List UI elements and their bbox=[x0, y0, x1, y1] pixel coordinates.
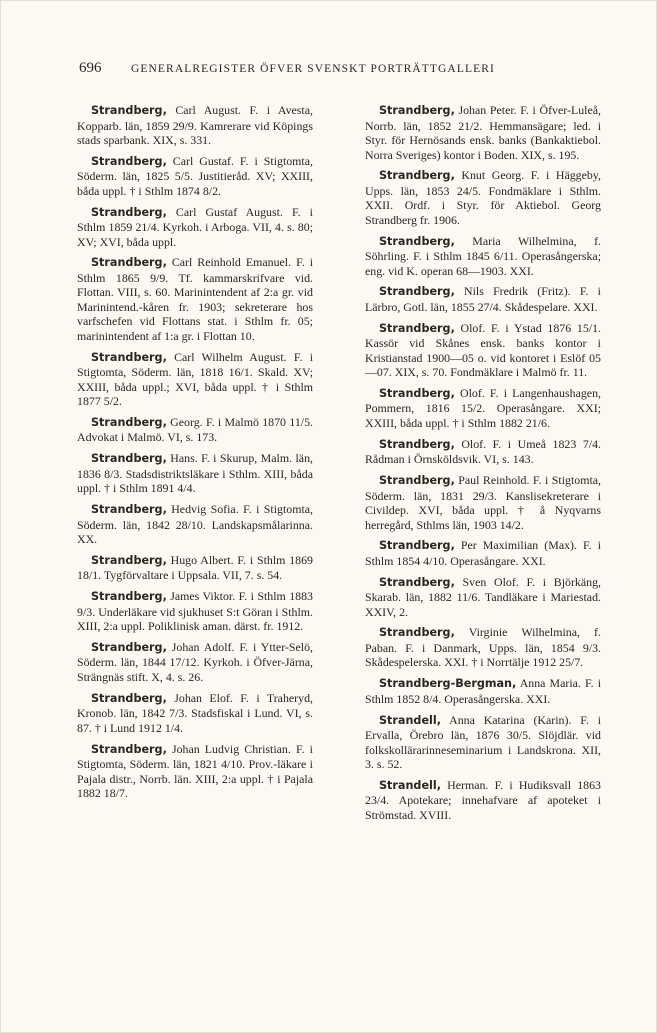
entry-text: Nils Fredrik (Fritz). F. i Lärbro, Gotl. län, 1855 27/4. Skådespelare. XXI. bbox=[365, 284, 601, 314]
register-entry bbox=[77, 553, 313, 583]
register-entry bbox=[365, 284, 601, 314]
entry-name: Strandberg, bbox=[379, 575, 455, 589]
entry-name: Strandberg, bbox=[91, 503, 167, 517]
register-entry bbox=[365, 778, 601, 823]
entry-text: James Viktor. F. i Sthlm 1883 9/3. Underläkare vid sjukhuset S:t Göran i Sthlm. XIII, 2:a uppl. Poliklinisk aman. därst. fr. 1912. bbox=[77, 589, 313, 634]
entry-name: Strandberg, bbox=[379, 626, 455, 640]
entry-name: Strandberg, bbox=[91, 415, 167, 429]
entry-name: Strandberg, bbox=[91, 350, 167, 364]
entry-text: Paul Reinhold. F. i Stigtomta, Söderm. län, 1831 29/3. Kanslisekreterare i Civildep. XVI, båda uppl. † å Nyqvarns herregård, Sthlms län, 1903 14/2. bbox=[365, 473, 601, 532]
register-entry bbox=[365, 103, 601, 162]
entry-name: Strandberg, bbox=[379, 321, 455, 335]
entry-name: Strandberg, bbox=[379, 386, 455, 400]
entry-name: Strandell, bbox=[379, 713, 441, 727]
entry-name: Strandberg, bbox=[91, 104, 167, 117]
entry-text: Per Maximilian (Max). F. i Sthlm 1854 4/10. Operasångare. XXI. bbox=[365, 538, 601, 568]
register-entry bbox=[77, 255, 313, 343]
right-column bbox=[365, 103, 601, 829]
entry-text: Hugo Albert. F. i Sthlm 1869 18/1. Tygförvaltare i Uppsala. VII, 7. s. 54. bbox=[77, 552, 313, 583]
entry-name: Strandberg, bbox=[91, 205, 167, 219]
page-header bbox=[79, 60, 619, 86]
entry-name: Strandberg, bbox=[379, 234, 455, 248]
entry-text: Johan Elof. F. i Traheryd, Kronob. län, 1842 7/3. Stadsfiskal i Lund. VI, s. 87. † i Lund 1912 1/4. bbox=[77, 690, 313, 735]
entry-name: Strandberg, bbox=[91, 590, 167, 604]
entry-name: Strandberg, bbox=[379, 437, 455, 451]
register-entry bbox=[365, 234, 601, 279]
entry-text: Anna Maria. F. i Sthlm 1852 8/4. Operasångerska. XXI. bbox=[365, 676, 601, 706]
entry-text: Virginie Wilhelmina, f. Paban. F. i Danmark, Upps. län, 1854 9/3. Skådespelerska. XXI. † i Norrtälje 1912 25/7. bbox=[365, 625, 601, 670]
register-entry bbox=[365, 473, 601, 532]
entry-text: Maria Wilhelmina, f. Söhrling. F. i Sthlm 1845 6/11. Operasångerska; eng. vid K. operan 68—1903. XXI. bbox=[365, 233, 601, 278]
entry-text: Carl August. F. i Avesta, Kopparb. län, 1859 29/9. Kamrerare vid Köpings stads sparbank. XIX, s. 331. bbox=[77, 103, 313, 147]
register-entry bbox=[365, 625, 601, 670]
entry-name: Strandberg, bbox=[379, 104, 455, 117]
register-entry bbox=[365, 713, 601, 772]
left-column bbox=[77, 103, 313, 807]
entry-text: Hans. F. i Skurup, Malm. län, 1836 8/3. Stadsdistriktsläkare i Sthlm. XIII, båda uppl. † i Sthlm 1891 4/4. bbox=[77, 451, 313, 496]
register-entry bbox=[365, 676, 601, 706]
entry-text: Johan Adolf. F. i Ytter-Selö, Söderm. län, 1844 17/12. Kyrkoh. i Öfver-Järna, Strängnäs stift. X, 4. s. 26. bbox=[77, 639, 313, 684]
entry-text: Anna Katarina (Karin). F. i Ervalla, Örebro län, 1876 30/5. Slöjdlär. vid folkskollärarinneseminarium i Landskrona. XII, 3. s. 52. bbox=[365, 712, 601, 772]
entry-text: Carl Gustaf August. F. i Sthlm 1859 21/4. Kyrkoh. i Arboga. VII, 4. s. 80; XV; XVI, båda uppl. bbox=[77, 204, 313, 249]
entry-name: Strandberg, bbox=[91, 553, 167, 567]
entry-name: Strandberg, bbox=[379, 285, 455, 299]
register-entry bbox=[365, 168, 601, 227]
register-entry bbox=[365, 575, 601, 620]
register-entry bbox=[365, 437, 601, 467]
entry-name: Strandberg, bbox=[91, 640, 167, 654]
entry-name: Strandell, bbox=[379, 778, 441, 792]
entry-text: Olof. F. i Langenhaushagen, Pommern, 1816 15/2. Operasångare. XXI; XXIII, båda uppl. † i Sthlm 1882 21/6. bbox=[365, 385, 601, 430]
register-entry bbox=[77, 691, 313, 736]
entry-name: Strandberg, bbox=[379, 539, 455, 553]
register-entry bbox=[77, 154, 313, 199]
entry-name: Strandberg, bbox=[91, 154, 167, 168]
entry-text: Carl Gustaf. F. i Stigtomta, Söderm. län, 1825 5/5. Justitieråd. XV; XXIII, båda uppl. † i Sthlm 1874 8/2. bbox=[77, 153, 313, 198]
register-entry bbox=[77, 205, 313, 250]
entry-text: Georg. F. i Malmö 1870 11/5. Advokat i Malmö. VI, s. 173. bbox=[77, 414, 313, 445]
register-entry bbox=[77, 742, 313, 801]
entry-name: Strandberg, bbox=[379, 169, 455, 183]
register-entry bbox=[77, 589, 313, 634]
register-entry bbox=[77, 103, 313, 148]
register-entry bbox=[365, 386, 601, 431]
entry-name: Strandberg, bbox=[379, 474, 455, 488]
register-entry bbox=[365, 321, 601, 380]
register-entry bbox=[77, 502, 313, 547]
entry-text: Hedvig Sofia. F. i Stigtomta, Söderm. län, 1842 28/10. Landskapsmålarinna. XX. bbox=[77, 502, 313, 547]
entry-text: Carl Wilhelm August. F. i Stigtomta, Söderm. län, 1818 16/1. Skald. XV; XXIII, båda uppl.; XVI, båda uppl. † i Sthlm 1877 5/2. bbox=[77, 349, 313, 409]
page-number: 696 bbox=[79, 60, 102, 76]
entry-text: Carl Reinhold Emanuel. F. i Sthlm 1865 9/9. Tf. kammarskrifvare vid. Flottan. VIII, s. 60. Marinintendent af 2:a gr. vid Marinintend.-kåren fr. 1903; sekreterare hos varfschefen vid Flottans stat. i Sthlm fr. 05; marinintendent af 1:a gr. i Flottan 10. bbox=[77, 255, 313, 343]
entry-name: Strandberg-Bergman, bbox=[379, 677, 517, 691]
register-entry bbox=[77, 451, 313, 496]
register-entry bbox=[77, 640, 313, 685]
register-entry bbox=[365, 538, 601, 568]
register-entry bbox=[77, 350, 313, 409]
entry-text: Herman. F. i Hudiksvall 1863 23/4. Apotekare; innehafvare af apoteket i Strömstad. XVIII. bbox=[365, 777, 601, 822]
entry-name: Strandberg, bbox=[91, 742, 167, 756]
register-entry bbox=[77, 415, 313, 445]
entry-text: Olof. F. i Umeå 1823 7/4. Rådman i Örnsköldsvik. VI, s. 143. bbox=[365, 436, 601, 467]
entry-name: Strandberg, bbox=[91, 691, 167, 705]
entry-text: Johan Ludvig Christian. F. i Stigtomta, Söderm. län, 1821 4/10. Prov.-läkare i Pajala distr., Norrb. län. XIII, 2:a uppl. † i Pajala 1882 18/7. bbox=[77, 741, 313, 801]
entry-text: Knut Georg. F. i Häggeby, Upps. län, 1853 24/5. Fondmäklare i Sthlm. XXII. Ordf. i Styr. för Aktiebol. Georg Strandberg fr. 1906. bbox=[365, 168, 601, 227]
entry-name: Strandberg, bbox=[91, 452, 167, 466]
entry-text: Sven Olof. F. i Björkäng, Skarab. län, 1882 11/6. Tandläkare i Mariestad. XXIV, 2. bbox=[365, 574, 601, 619]
entry-text: Olof. F. i Ystad 1876 15/1. Kassör vid Skånes ensk. banks kontor i Kristianstad 1900—05 o. vid kontoret i Eslöf 05—07. XIX, s. 70. Fondmäklare i Malmö fr. 11. bbox=[365, 320, 601, 380]
entry-name: Strandberg, bbox=[91, 256, 167, 270]
entry-text: Johan Peter. F. i Öfver-Luleå, Norrb. län, 1852 21/2. Hemmansägare; led. i Styr. för Hernösands ensk. banks (Bankaktiebol. Norra Sveriges) kontor i Boden. XIX, s. 195. bbox=[365, 103, 601, 162]
running-title: GENERALREGISTER ÖFVER SVENSKT PORTRÄTTGALLERI bbox=[131, 63, 495, 75]
